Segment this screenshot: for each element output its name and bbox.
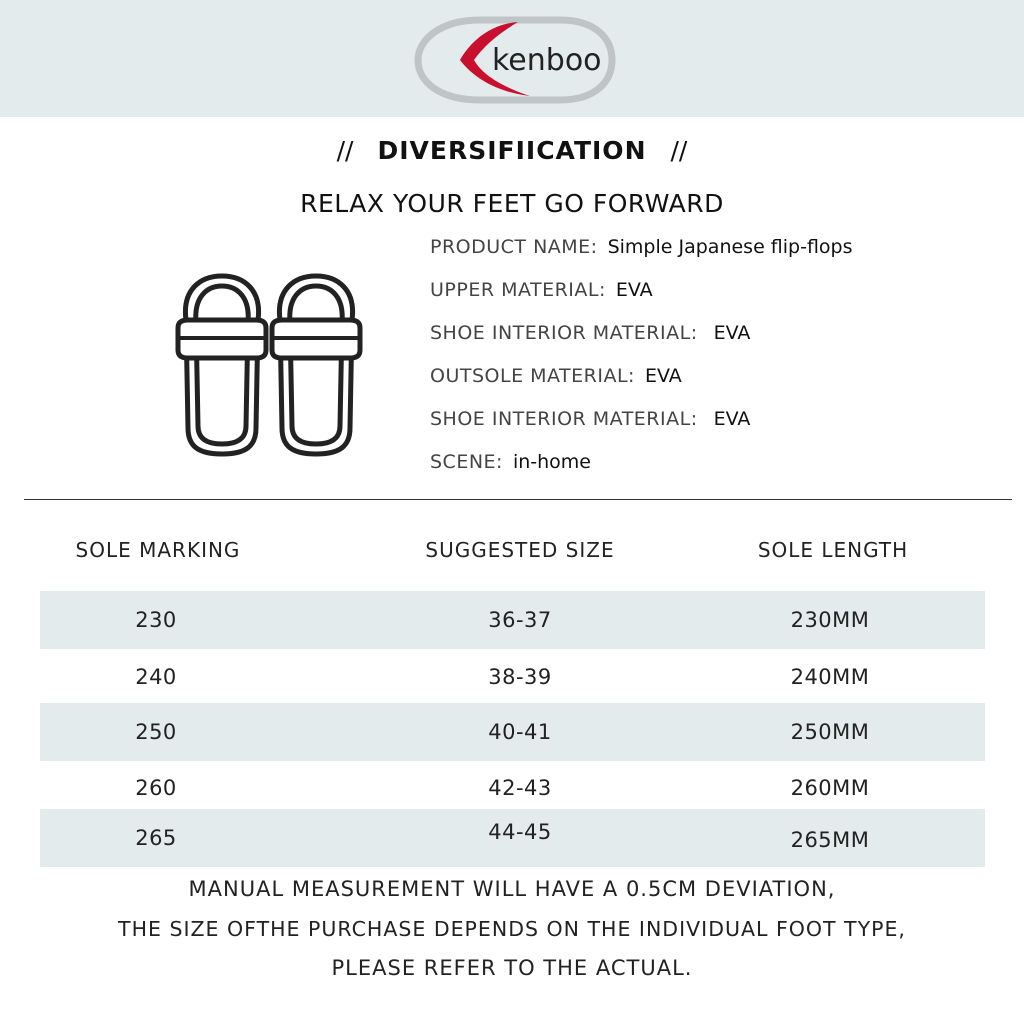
spec-label: SCENE: bbox=[430, 451, 503, 473]
cell-suggested-size: 38-39 bbox=[488, 665, 552, 689]
spec-value: Simple Japanese flip-flops bbox=[607, 236, 853, 258]
spec-label: UPPER MATERIAL: bbox=[430, 279, 606, 301]
header-banner bbox=[0, 0, 1024, 117]
spec-value: EVA bbox=[713, 408, 751, 430]
spec-outsole-material bbox=[430, 365, 682, 387]
note-line-1: MANUAL MEASUREMENT WILL HAVE A 0.5CM DEVIATION, bbox=[188, 877, 836, 901]
spec-scene bbox=[430, 451, 591, 473]
cell-sole-marking: 240 bbox=[135, 665, 177, 689]
cell-sole-marking: 260 bbox=[135, 776, 177, 800]
cell-suggested-size: 42-43 bbox=[488, 776, 552, 800]
cell-sole-length: 265MM bbox=[790, 828, 870, 852]
cell-suggested-size: 36-37 bbox=[488, 608, 552, 632]
title-left-slashes: // bbox=[336, 136, 354, 165]
spec-label: SHOE INTERIOR MATERIAL: bbox=[430, 408, 698, 430]
cell-sole-length: 260MM bbox=[790, 776, 870, 800]
cell-sole-marking: 230 bbox=[135, 608, 177, 632]
spec-label: SHOE INTERIOR MATERIAL: bbox=[430, 322, 698, 344]
spec-label: OUTSOLE MATERIAL: bbox=[430, 365, 635, 387]
cell-suggested-size: 44-45 bbox=[488, 820, 552, 844]
header-sole-length: SOLE LENGTH bbox=[757, 538, 909, 562]
spec-value: EVA bbox=[713, 322, 751, 344]
title-right-slashes: // bbox=[670, 136, 688, 165]
divider bbox=[24, 499, 1012, 500]
tagline: RELAX YOUR FEET GO FORWARD bbox=[300, 189, 724, 218]
cell-sole-length: 250MM bbox=[790, 720, 870, 744]
spec-label: PRODUCT NAME: bbox=[430, 236, 598, 258]
header-sole-marking: SOLE MARKING bbox=[75, 538, 241, 562]
cell-sole-length: 240MM bbox=[790, 665, 870, 689]
header-suggested-size: SUGGESTED SIZE bbox=[425, 538, 615, 562]
cell-suggested-size: 40-41 bbox=[488, 720, 552, 744]
logo-text: kenboo bbox=[492, 43, 602, 78]
kenboo-logo bbox=[410, 12, 620, 108]
spec-shoe-interior-material bbox=[430, 322, 750, 344]
table-row bbox=[40, 703, 985, 761]
spec-value: in-home bbox=[512, 451, 591, 473]
spec-value: EVA bbox=[644, 365, 682, 387]
cell-sole-length: 230MM bbox=[790, 608, 870, 632]
cell-sole-marking: 265 bbox=[135, 826, 177, 850]
title-text: DIVERSIFIICATION bbox=[377, 136, 647, 165]
slippers-icon bbox=[166, 268, 372, 460]
spec-value: EVA bbox=[615, 279, 653, 301]
table-row bbox=[40, 809, 985, 867]
spec-upper-material bbox=[430, 279, 653, 301]
table-row bbox=[40, 648, 985, 706]
cell-sole-marking: 250 bbox=[135, 720, 177, 744]
note-line-2: THE SIZE OFTHE PURCHASE DEPENDS ON THE INDIVIDUAL FOOT TYPE, bbox=[118, 917, 906, 941]
spec-shoe-interior-material-2 bbox=[430, 408, 750, 430]
spec-product-name bbox=[430, 236, 853, 258]
table-row bbox=[40, 591, 985, 649]
note-line-3: PLEASE REFER TO THE ACTUAL. bbox=[331, 956, 693, 980]
section-title bbox=[0, 136, 1024, 165]
